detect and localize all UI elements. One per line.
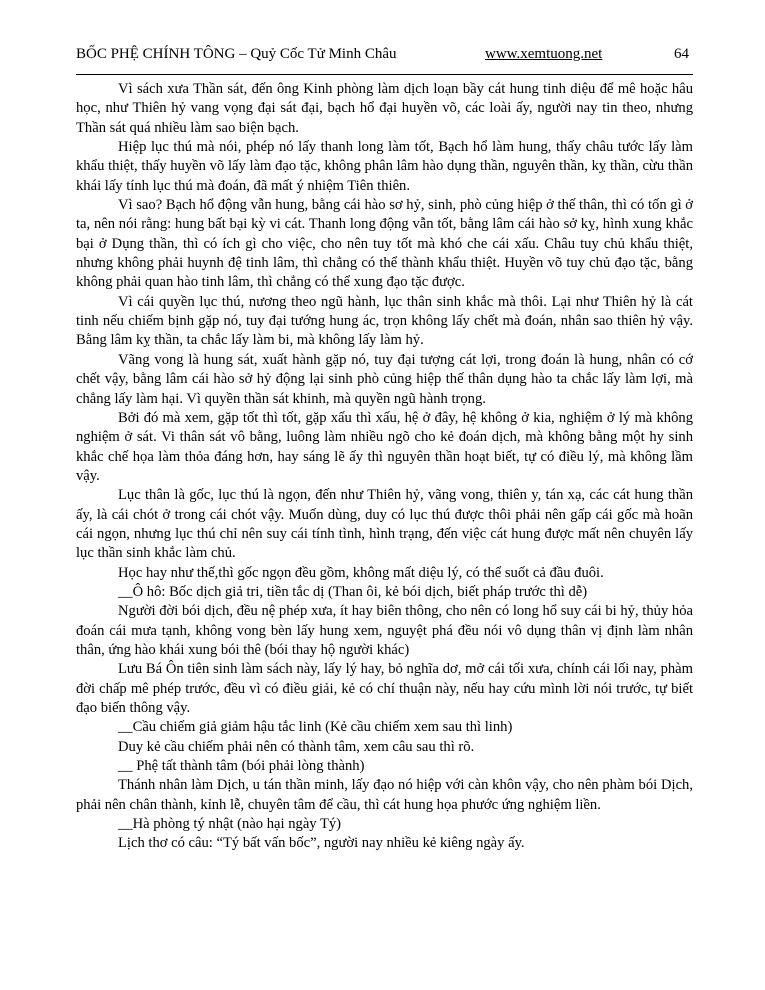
header-divider bbox=[76, 74, 693, 75]
document-page bbox=[76, 0, 693, 854]
paragraph: Lịch thơ có câu: “Tý bất vấn bốc”, người nay nhiều kẻ kiêng ngày ấy. bbox=[118, 835, 525, 852]
paragraph: Người đời bói dịch, đều nệ phép xưa, ít hay biên thông, cho nên có long hổ suy cái bi hỷ, thủy hỏa đoán cái mưa tạnh, không vong bèn lấy hung xem, nguyệt phá đều nói vô dụng thân vị định làm nhân thân, ứng hào khái xung bói thê (bói thay hộ người khác) bbox=[76, 603, 693, 658]
book-title: BỐC PHỆ CHÍNH TÔNG – Quỷ Cốc Tử Minh Châu bbox=[76, 46, 397, 62]
paragraph: Vì sao? Bạch hổ động vẫn hung, bằng cái hào sơ hỷ, sinh, phò củng hiệp ở thế thân, thì có tốn gì ở ta, nên nói rằng: hung bất bại kỳ vi cát. Thanh long động vẫn tốt, bằng lâm cái hào sở kỵ, hình xung khắc bại ở Dụng thần, thì có ích gì cho việc, cho nên tuy tốt mà khó che cái xấu. Châu tuy chủ khẩu thiệt, nhưng không phải huynh đệ tinh lâm, thì chẳng có thể thành khẩu thiệt. Huyền võ tuy chủ đạo tặc, bằng không phải quan hào tinh lâm, thì chẳng có thể xung đạo tặc được. bbox=[76, 197, 693, 291]
page-number: 64 bbox=[674, 46, 689, 62]
paragraph: Thánh nhân làm Dịch, u tán thần minh, lấy đạo nó hiệp với càn khôn vậy, cho nên phàm bói Dịch, phải nên chân thành, kỉnh lễ, chuyên tâm để cầu, thì cát hung họa phước ứng nghiệm liền. bbox=[76, 777, 693, 813]
paragraph: Vãng vong là hung sát, xuất hành gặp nó, tuy đại tượng cát lợi, trong đoán là hung, nhân có cớ chết vậy, bằng lâm cái hào sở hỷ động lại sinh phò củng hiệp thế thân dụng hào ta chắc lấy làm lợi, mà chẳng lấy làm hại. Vì quyền thần sát khinh, mà quyền ngũ hành trọng. bbox=[76, 351, 693, 407]
paragraph: Hiệp lục thú mà nói, phép nó lấy thanh long làm tốt, Bạch hổ làm hung, thấy châu tước lấy làm khẩu thiệt, thấy huyền võ lấy làm đạo tặc, không phân lâm hào dụng thần, nguyên thần, kỵ thần, cừu thần khái lấy tính lục thú mà đoán, đã mất ý nhiệm Tiên thiên. bbox=[76, 139, 693, 194]
paragraph: Duy kẻ cầu chiếm phải nên có thành tâm, xem câu sau thì rõ. bbox=[118, 738, 475, 755]
paragraph: __ Phệ tất thành tâm (bói phải lòng thành) bbox=[118, 758, 365, 775]
page-header bbox=[76, 0, 693, 78]
paragraph: __Hà phòng tý nhật (nào hại ngày Tý) bbox=[118, 816, 342, 833]
paragraph: Vì cái quyền lục thú, nương theo ngũ hành, lục thân sinh khắc mà thôi. Lại như Thiên hỷ là cát tinh nếu chiếm bịnh gặp nó, tuy đại tướng hung ác, trọn không lấy chết mà đoán, nhân sao thiên hỷ vậy. Bằng lâm kỵ thần, ta chắc lấy làm bi, mà không lấy làm hỷ. bbox=[76, 293, 693, 349]
paragraph: __Ô hô: Bốc dịch giả tri, tiền tắc dị (Than ôi, kẻ bói dịch, biết pháp trước thì dễ) bbox=[118, 583, 588, 600]
paragraph: Vì sách xưa Thần sát, đến ông Kinh phòng làm dịch loạn bầy cát hung tinh diệu để mê hoặc hâu học, như Thiên hỷ vang vọng đại sát đại, bạch hổ đại huyền võ, các loài ấy, người nay tin theo, nhưng Thần sát quá nhiều làm sao biện bạch. bbox=[76, 81, 693, 136]
paragraph: Học hay như thế,thì gốc ngọn đều gồm, không mất diệu lý, có thể suốt cả đầu đuôi. bbox=[118, 564, 604, 581]
paragraph: __Cầu chiếm giả giảm hậu tắc linh (Kẻ cầu chiếm xem sau thì linh) bbox=[118, 719, 513, 736]
paragraph: Bởi đó mà xem, gặp tốt thì tốt, gặp xấu thì xấu, hệ ở đây, hệ không ở kia, nghiệm ở lý mà không nghiệm ở sát. Vi thân sát vô bằng, luông làm nhiều ngõ cho kẻ đoán dịch, mà không bằng một hy sinh khắc chế họa làm thỏa đáng hơn, hay sáng lẽ ấy thì nguyên thần hoạt biết, tự có điều lý, mà không lầm vậy. bbox=[76, 409, 693, 484]
website-link[interactable]: www.xemtuong.net bbox=[485, 46, 603, 62]
body-text bbox=[76, 80, 693, 854]
paragraph: Lưu Bá Ôn tiên sinh làm sách này, lấy lý hay, bỏ nghĩa dơ, mở cái tối xưa, chính cái lối nay, phàm đời chấp mê phép trước, đều vì có điều giải, kẻ có chí thuận này, nếu hay cứu mình lời nói trước, tự biết đạo biến thông vậy. bbox=[76, 661, 693, 716]
paragraph: Lục thân là gốc, lục thú là ngọn, đến như Thiên hỷ, vãng vong, thiên y, tán xạ, các cát hung thần ấy, là cái chót ở trong cái chót vậy. Muốn dùng, duy có lục thú được thôi phải nên gấp cái gốc mà hoãn cái ngọn, nhưng lục thú chỉ nên suy cái tính tình, hình trạng, đến việc cát hung được mất nên chuyên lấy lục thần sinh khắc làm chủ. bbox=[76, 487, 693, 562]
